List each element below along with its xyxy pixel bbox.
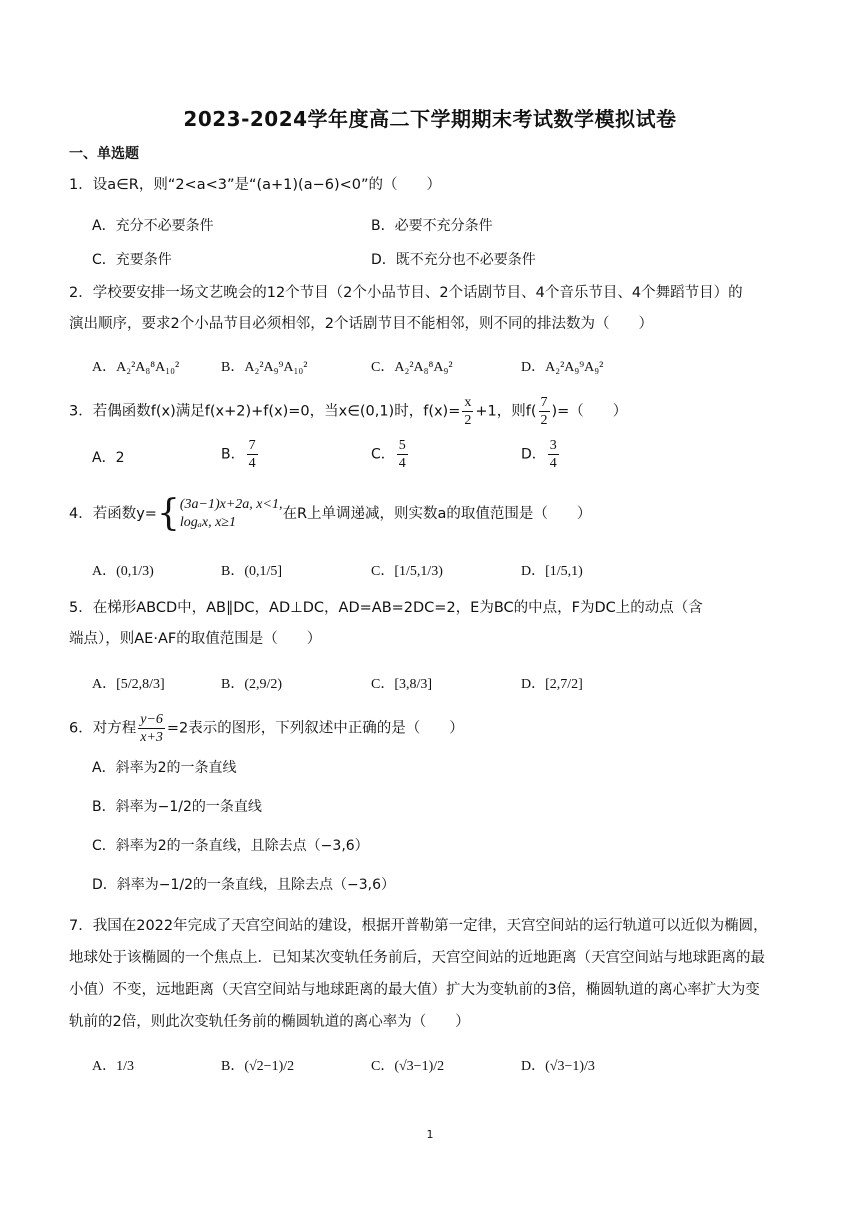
q3-argument-denominator: 2 bbox=[540, 413, 548, 428]
q3-fraction-numerator: x bbox=[464, 395, 472, 410]
q2-option-d: D．A₂²A₉⁹A₉² bbox=[521, 360, 604, 375]
q5-option-d: D．[2,7/2] bbox=[521, 677, 583, 692]
q1-option-b: B．必要不充分条件 bbox=[371, 218, 493, 234]
question-6-stem bbox=[69, 711, 792, 746]
q6-option-a: A．斜率为2的一条直线 bbox=[92, 760, 237, 776]
q3-option-a: A．2 bbox=[92, 450, 125, 466]
q3-argument-numerator: 7 bbox=[540, 395, 548, 410]
q3-option-d-fraction bbox=[548, 437, 559, 472]
page-number: 1 bbox=[426, 1128, 434, 1141]
q4-option-a: A．(0,1/3) bbox=[92, 564, 154, 579]
q1-option-c: C．充要条件 bbox=[92, 252, 172, 268]
q4-case-2: logₐx, x≥1 bbox=[179, 515, 236, 530]
q3-b-num: 7 bbox=[248, 438, 256, 453]
question-7-line-4: 轨前的2倍，则此次变轨任务前的椭圆轨道的离心率为（ ） bbox=[69, 1014, 470, 1030]
q3-b-den: 4 bbox=[248, 456, 256, 471]
q3-d-num: 3 bbox=[549, 438, 557, 453]
q4-option-c: C．[1/5,1/3) bbox=[371, 564, 443, 579]
q3-stem-suffix: )=（ ） bbox=[551, 403, 628, 420]
q6-frac-den: x+3 bbox=[140, 730, 163, 745]
question-1-stem: 1．设a∈R，则“2<a<3”是“(a+1)(a−6)<0”的（ ） bbox=[69, 177, 442, 193]
question-7-line-2: 地球处于该椭圆的一个焦点上．已知某次变轨任务前后，天宫空间站的近地距离（天宫空间站与地球距离的最 bbox=[69, 950, 765, 966]
section-heading: 一、单选题 bbox=[69, 146, 139, 162]
q3-d-den: 4 bbox=[549, 456, 557, 471]
q3-stem-prefix: 3．若偶函数f(x)满足f(x+2)+f(x)=0，当x∈(0,1)时，f(x)= bbox=[69, 403, 461, 420]
q4-option-b: B．(0,1/5] bbox=[221, 564, 283, 579]
q2-option-c: C．A₂²A₈⁸A₉² bbox=[371, 360, 453, 375]
q4-stem-prefix: 4．若函数y= bbox=[69, 506, 157, 522]
q3-option-b-fraction bbox=[247, 437, 258, 472]
q3-option-d bbox=[521, 437, 561, 472]
question-2-line-2: 演出顺序，要求2个小品节目必须相邻，2个话剧节目不能相邻，则不同的排法数为（ ） bbox=[69, 316, 653, 332]
q6-stem-suffix: =2表示的图形，下列叙述中正确的是（ ） bbox=[166, 720, 464, 737]
q1-option-a: A．充分不必要条件 bbox=[92, 218, 214, 234]
question-7-line-1: 7．我国在2022年完成了天宫空间站的建设，根据开普勒第一定律，天宫空间站的运行轨道可以近似为椭圆， bbox=[69, 918, 768, 934]
q3-option-c-fraction bbox=[397, 437, 408, 472]
q6-option-d: D．斜率为−1/2的一条直线，且除去点（−3,6） bbox=[92, 877, 396, 893]
q3-c-den: 4 bbox=[398, 456, 406, 471]
q7-option-d: D．(√3−1)/3 bbox=[521, 1059, 595, 1074]
q3-option-c-label: C． bbox=[371, 446, 395, 463]
question-5-line-2: 端点），则AE·AF的取值范围是（ ） bbox=[69, 631, 322, 647]
q3-stem-middle: +1，则f( bbox=[475, 403, 537, 420]
q6-option-b: B．斜率为−1/2的一条直线 bbox=[92, 799, 262, 815]
page-title: 2023-2024学年度高二下学期期末考试数学模拟试卷 bbox=[183, 107, 677, 131]
q3-option-b bbox=[221, 437, 260, 472]
q1-option-d: D．既不充分也不必要条件 bbox=[371, 252, 536, 268]
q7-option-a: A．1/3 bbox=[92, 1059, 134, 1074]
q3-option-d-label: D． bbox=[521, 446, 546, 463]
q7-option-b: B．(√2−1)/2 bbox=[221, 1059, 295, 1074]
q4-brace-icon: { bbox=[156, 493, 180, 534]
q6-frac-num: y−6 bbox=[140, 712, 163, 727]
q2-option-b: B．A₂²A₉⁹A₁₀² bbox=[221, 360, 308, 375]
q3-argument-fraction bbox=[539, 394, 550, 429]
q3-fraction-denominator: 2 bbox=[464, 413, 472, 428]
question-7-line-3: 小值）不变，远地距离（天宫空间站与地球距离的最大值）扩大为变轨前的3倍，椭圆轨道的离心率扩大为变 bbox=[69, 982, 760, 998]
q3-fraction bbox=[462, 394, 473, 429]
q7-option-c: C．(√3−1)/2 bbox=[371, 1059, 445, 1074]
question-3-stem bbox=[69, 394, 792, 429]
q4-case-1: (3a−1)x+2a, x<1, bbox=[179, 497, 283, 512]
q4-option-d: D．[1/5,1) bbox=[521, 564, 583, 579]
question-2-line-1: 2．学校要安排一场文艺晚会的12个节目（2个小品节目、2个话剧节目、4个音乐节目、4个舞蹈节目）的 bbox=[69, 285, 743, 301]
q3-c-num: 5 bbox=[398, 438, 406, 453]
q5-option-b: B．(2,9/2) bbox=[221, 677, 283, 692]
q3-option-b-label: B． bbox=[221, 446, 245, 463]
q4-stem-suffix: 在R上单调递减，则实数a的取值范围是（ ） bbox=[282, 506, 592, 522]
q6-option-c: C．斜率为2的一条直线，且除去点（−3,6） bbox=[92, 838, 369, 854]
q5-option-a: A．[5/2,8/3] bbox=[92, 677, 165, 692]
q6-stem-prefix: 6．对方程 bbox=[69, 720, 137, 737]
q2-option-a: A．A₂²A₈⁸A₁₀² bbox=[92, 360, 180, 375]
q3-option-c bbox=[371, 437, 410, 472]
question-4-stem bbox=[69, 493, 792, 534]
q6-equation-fraction bbox=[138, 711, 165, 746]
q4-piecewise bbox=[156, 493, 283, 534]
question-5-line-1: 5．在梯形ABCD中，AB∥DC，AD⊥DC，AD=AB=2DC=2，E为BC的中点，F为DC上的动点（含 bbox=[69, 600, 703, 616]
q5-option-c: C．[3,8/3] bbox=[371, 677, 433, 692]
